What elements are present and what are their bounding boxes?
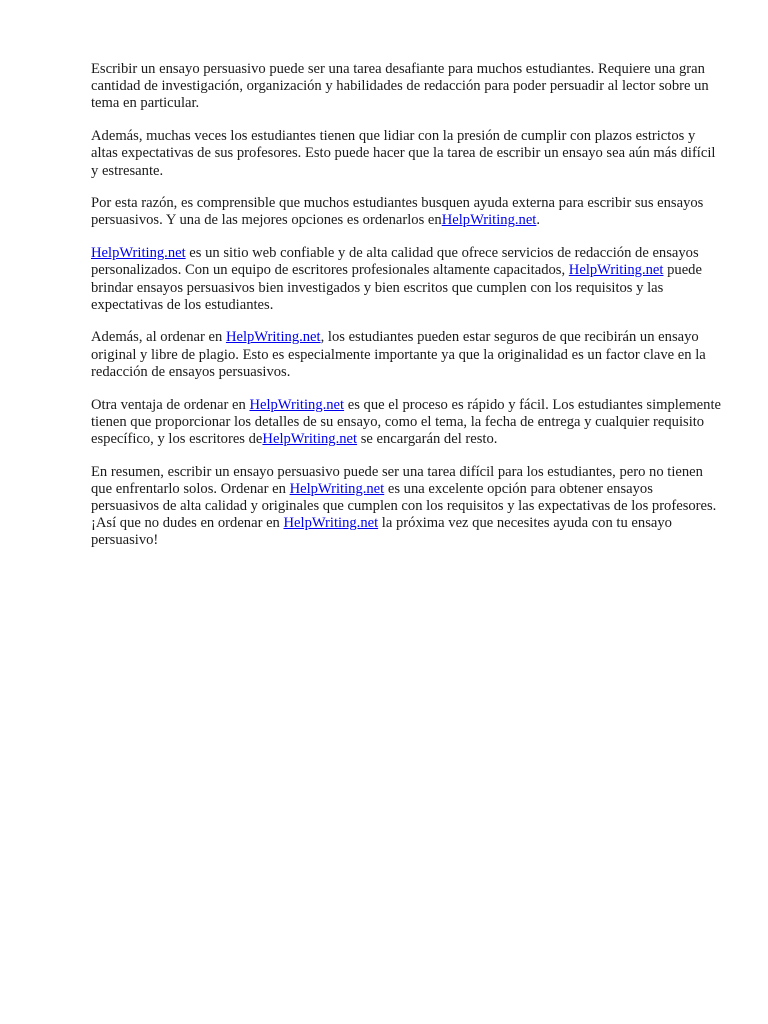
helpwriting-link[interactable]: HelpWriting.net xyxy=(225,329,321,346)
paragraph-text: Escribir un ensayo persuasivo puede ser una tarea desafiante para muchos estudiantes. Requiere una gran cantidad de investigación, organización y habilidades de redacción para poder persuadir al lector sobre un tema en particular. xyxy=(91,61,709,112)
helpwriting-link[interactable]: HelpWriting.net xyxy=(249,396,345,413)
paragraph-text: Otra ventaja de ordenar en xyxy=(91,396,250,413)
paragraph-text: En resumen, escribir un ensayo persuasivo puede ser una tarea difícil para los estudiantes, pero no tienen que enfrentarlo solos. Ordenar en xyxy=(91,463,703,497)
helpwriting-link[interactable]: HelpWriting.net xyxy=(283,515,379,532)
helpwriting-link[interactable]: HelpWriting.net xyxy=(441,212,537,229)
paragraph-text: Además, muchas veces los estudiantes tienen que lidiar con la presión de cumplir con plazos estrictos y altas expectativas de sus profesores. Esto puede hacer que la tarea de escribir un ensayo sea aún más difícil y estresante. xyxy=(91,128,716,179)
helpwriting-link[interactable]: HelpWriting.net xyxy=(262,430,358,447)
paragraph-pressure xyxy=(91,128,721,180)
paragraph-text: es una excelente opción para obtener ensayos persuasivos de alta calidad y originales que cumplen con los requisitos y las expectativas de los profesores. ¡Así que no dudes en ordenar en xyxy=(91,480,717,532)
paragraph-text: puede brindar ensayos persuasivos bien investigados y bien escritos que cumplen con los requisitos y las expectativas de los estudiantes. xyxy=(91,262,702,313)
paragraph-text: , los estudiantes pueden estar seguros de que recibirán un ensayo original y libre de plagio. Esto es especialmente importante ya que la originalidad es un factor clave en la redacción de ensayos persuasivos. xyxy=(91,329,706,380)
helpwriting-link[interactable]: HelpWriting.net xyxy=(568,262,664,279)
paragraph-text: Por esta razón, es comprensible que muchos estudiantes busquen ayuda externa para escribir sus ensayos persuasivos. Y una de las mejores opciones es ordenarlos en xyxy=(91,195,704,229)
paragraph-about-site xyxy=(91,245,721,314)
paragraph-text: es un sitio web confiable y de alta calidad que ofrece servicios de redacción de ensayos personalizados. Con un equipo de escritores profesionales altamente capacitados, xyxy=(91,245,699,279)
paragraph-text: es que el proceso es rápido y fácil. Los estudiantes simplemente tienen que proporcionar los detalles de su ensayo, como el tema, la fecha de entrega y cualquier requisito específico, y los escritores de xyxy=(91,396,721,447)
helpwriting-link[interactable]: HelpWriting.net xyxy=(91,245,186,262)
paragraph-external-help xyxy=(91,195,721,229)
paragraph-text: . xyxy=(536,212,541,229)
document-page xyxy=(91,61,721,565)
paragraph-advantage xyxy=(91,397,721,449)
paragraph-text: Además, al ordenar en xyxy=(91,329,226,346)
paragraph-text: la próxima vez que necesites ayuda con tu ensayo persuasivo! xyxy=(91,515,672,549)
paragraph-text: se encargarán del resto. xyxy=(357,430,498,447)
helpwriting-link[interactable]: HelpWriting.net xyxy=(289,480,385,497)
paragraph-intro xyxy=(91,61,721,113)
paragraph-originality xyxy=(91,329,721,381)
paragraph-summary xyxy=(91,464,721,550)
